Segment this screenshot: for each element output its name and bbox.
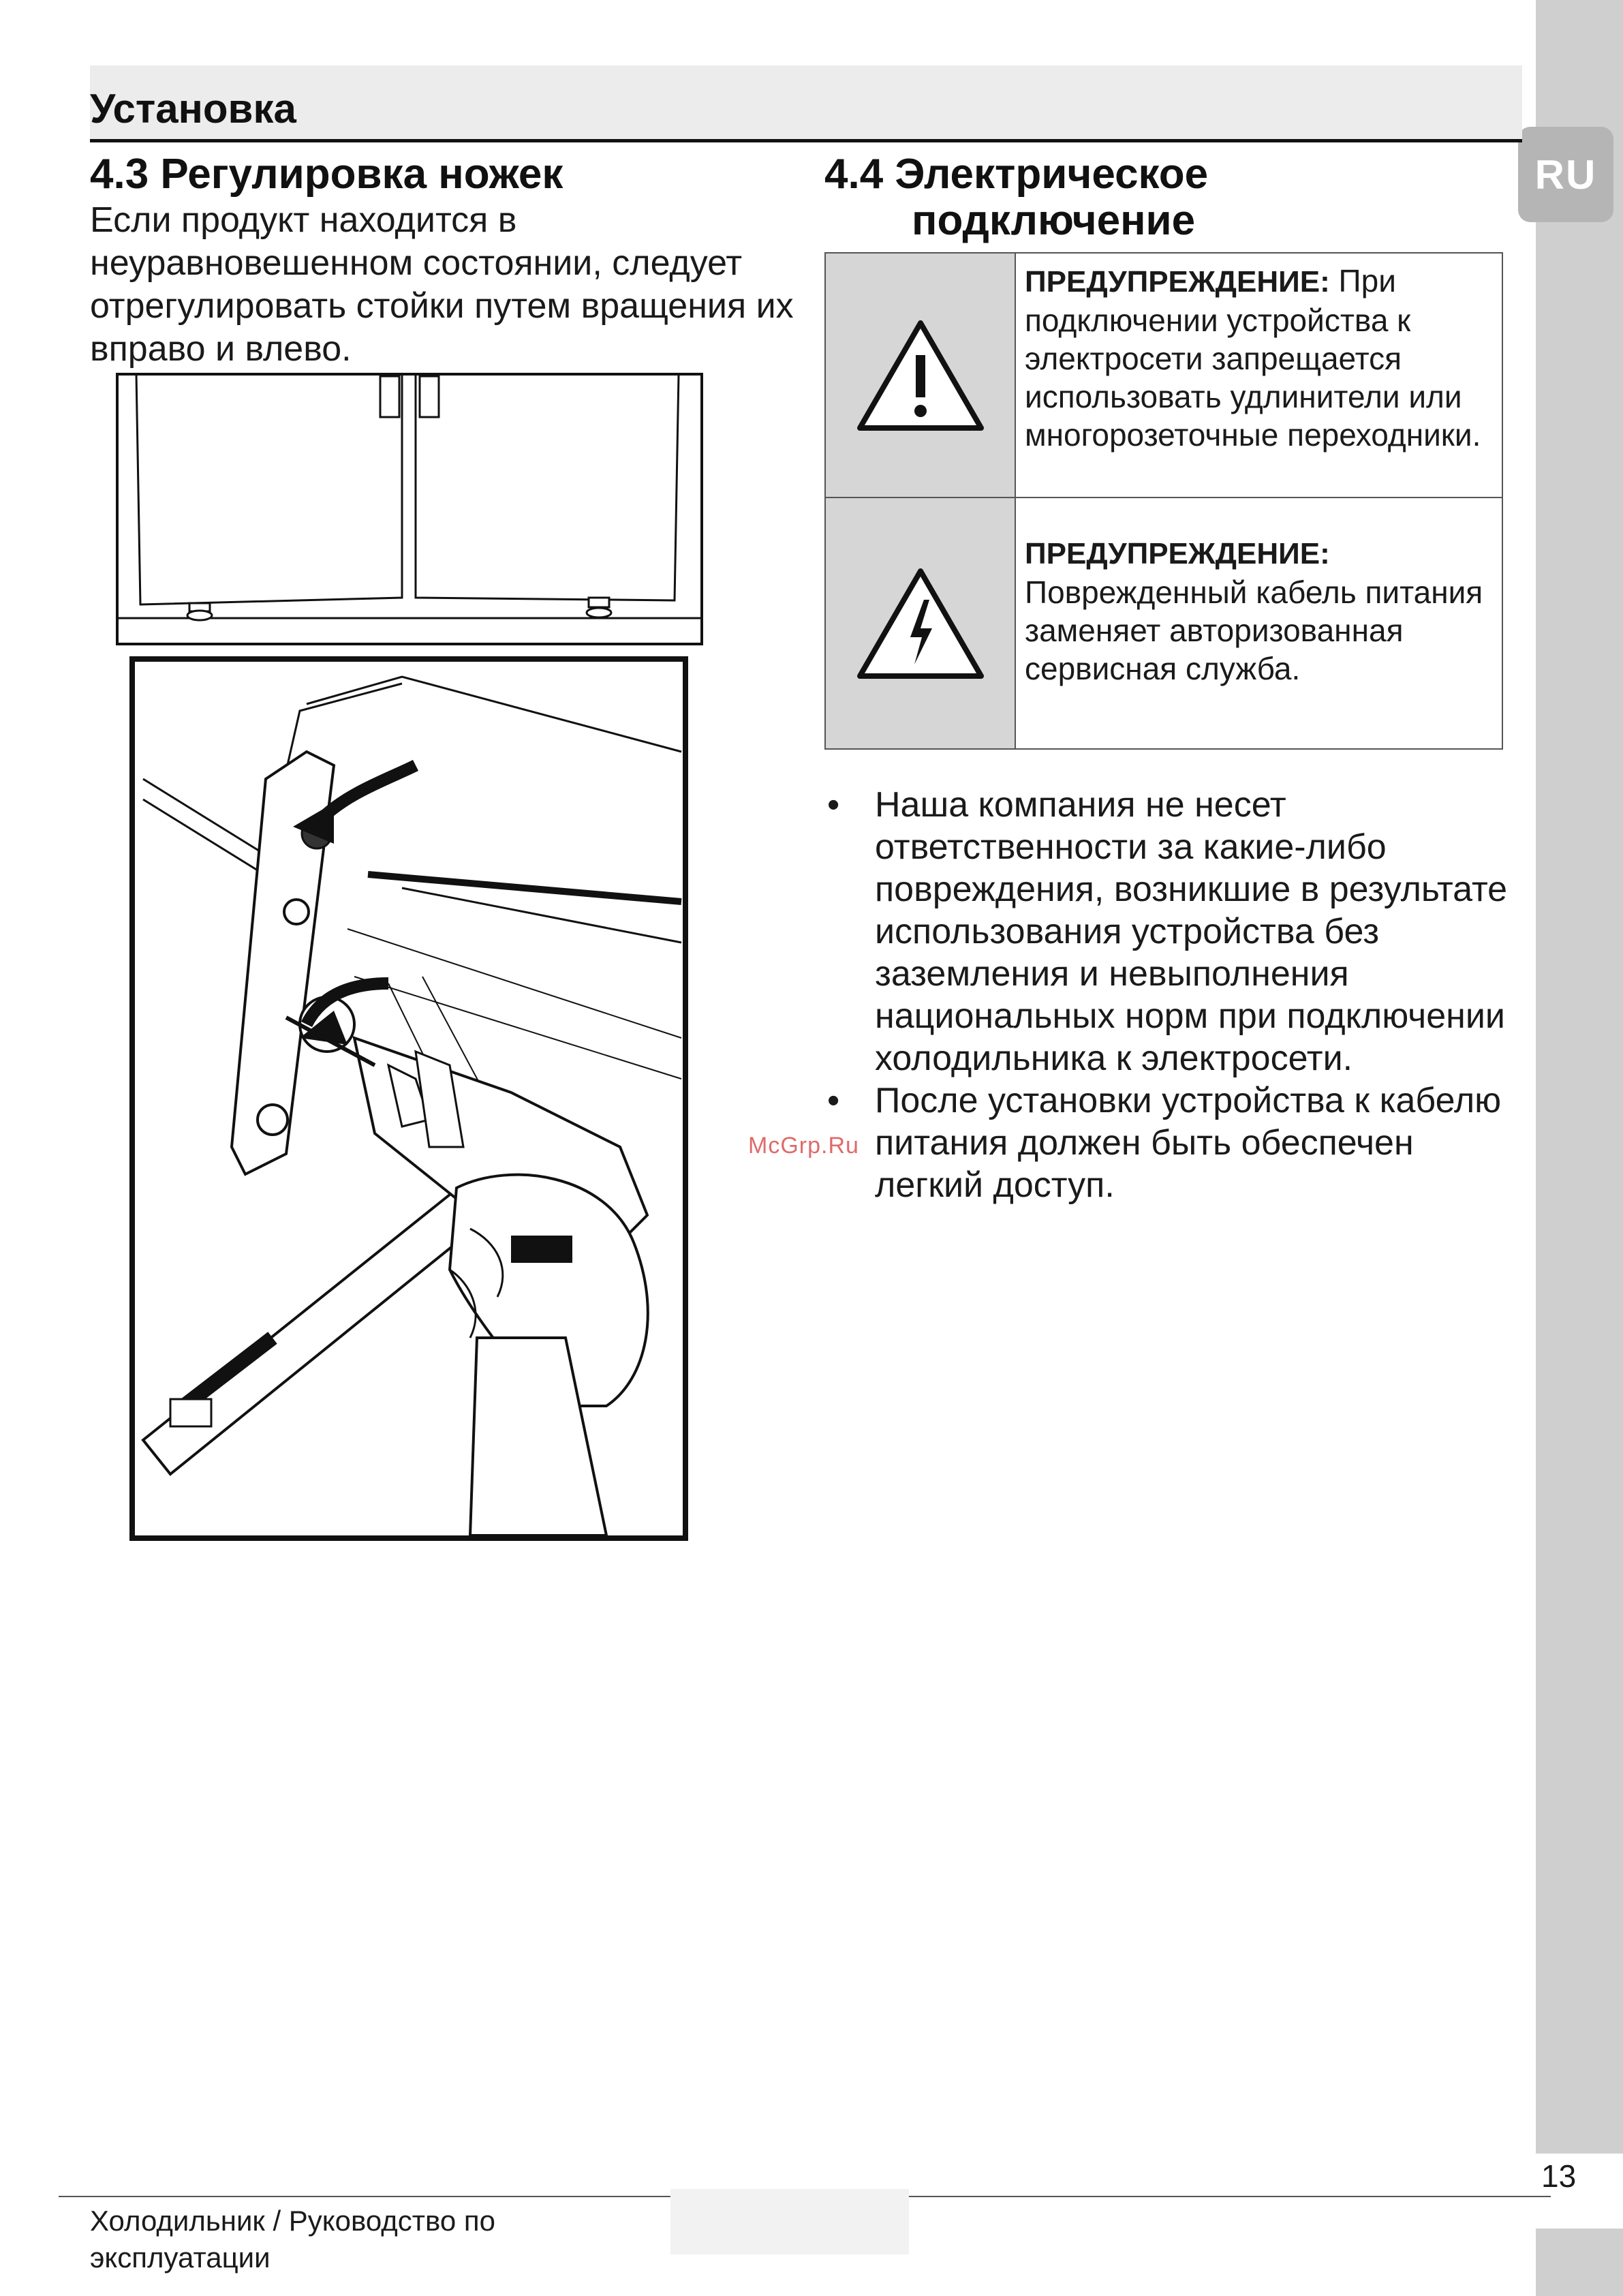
leg-adjustment-paragraph: Если продукт находится в неуравновешенном состоянии, следует отрегулировать стойки путем вращения их вправо и влево. <box>90 200 794 369</box>
list-item <box>824 784 1519 1080</box>
bullet-icon: • <box>827 785 840 825</box>
list-item <box>824 1080 1519 1206</box>
warning-body: Поврежденный кабель питания заменяет авторизованная сервисная служба. <box>1025 575 1483 686</box>
high-voltage-icon <box>856 566 985 682</box>
adjustable-foot-right <box>587 598 611 617</box>
warning-text <box>1025 534 1491 688</box>
warning-row <box>826 498 1502 748</box>
side-bar-bottom <box>1536 2229 1623 2296</box>
language-tab: RU <box>1518 127 1613 222</box>
electrical-connection-title <box>824 151 1506 244</box>
section-header <box>90 65 1522 142</box>
warning-label: ПРЕДУПРЕЖДЕНИЕ: <box>1025 265 1330 299</box>
warning-body: При подключении устройства к электросети запрещается использовать удлинители или многорозеточные переходники. <box>1025 263 1481 453</box>
watermark: McGrp.Ru <box>748 1133 859 1159</box>
warning-icon-cell <box>826 254 1016 497</box>
section-title: Установка <box>90 86 296 132</box>
warnings-table <box>824 252 1503 750</box>
page-number: 13 <box>1541 2158 1577 2194</box>
bullet-text: После установки устройства к кабелю питания должен быть обеспечен легкий доступ. <box>875 1081 1502 1205</box>
bullet-icon: • <box>827 1081 840 1120</box>
electrical-title-line2: подключение <box>912 197 1196 245</box>
footer-document-title <box>90 2203 635 2276</box>
warning-text <box>1025 262 1491 454</box>
leg-adjustment-title: 4.3 Регулировка ножек <box>90 151 563 198</box>
side-bar <box>1536 0 1623 2154</box>
electrical-bullets <box>824 784 1519 1206</box>
warning-icon-cell <box>826 498 1016 748</box>
hinge-drill-illustration <box>129 656 688 1541</box>
electrical-title-line1: 4.4 Электрическое <box>824 151 1209 198</box>
bullet-text: Наша компания не несет ответственности за какие-либо повреждения, возникшие в результате использования устройства без заземления и невыполнения национальных норм при подключении холодильника к электросети. <box>875 785 1508 1078</box>
warning-row <box>826 254 1502 498</box>
fridge-front-illustration <box>116 373 703 645</box>
footer-line2: эксплуатации <box>90 2241 270 2274</box>
footer-box <box>670 2189 909 2254</box>
adjustable-foot-left <box>187 603 212 620</box>
warning-exclamation-icon <box>856 318 985 433</box>
footer-line1: Холодильник / Руководство по <box>90 2205 495 2237</box>
warning-label: ПРЕДУПРЕЖДЕНИЕ: <box>1025 537 1330 570</box>
